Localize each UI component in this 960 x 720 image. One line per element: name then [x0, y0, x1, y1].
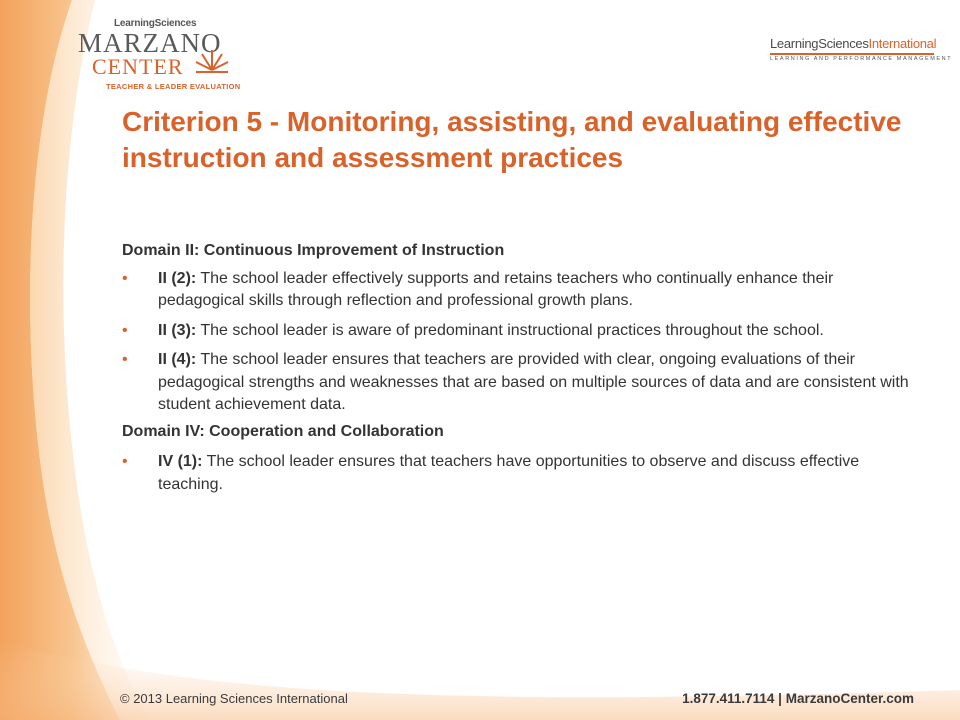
- footer-copyright: © 2013 Learning Sciences International: [120, 691, 348, 706]
- slide-content: [122, 240, 912, 503]
- sunburst-icon: [192, 44, 232, 74]
- slide-title: Criterion 5 - Monitoring, assisting, and evaluating effective instruction and assessment practices: [122, 106, 902, 173]
- logo-subtitle: TEACHER & LEADER EVALUATION: [106, 82, 241, 91]
- lsi-name-a: LearningSciences: [770, 36, 869, 51]
- item-code: II (3):: [158, 321, 197, 339]
- item-code: IV (1):: [158, 453, 203, 470]
- item-code: II (2):: [158, 269, 197, 287]
- bullet: •: [122, 453, 128, 470]
- item-code: II (4):: [158, 351, 197, 368]
- item-text: The school leader is aware of predominant instructional practices throughout the school.: [196, 321, 824, 339]
- item-text: The school leader effectively supports and retains teachers who continually enhance their pedagogical skills through reflection and professional growth plans.: [158, 269, 834, 309]
- bullet: •: [122, 269, 128, 287]
- footer-contact: 1.877.411.7114 | MarzanoCenter.com: [682, 691, 914, 706]
- lsi-logo: [770, 36, 953, 62]
- list-item: [122, 320, 912, 343]
- list-item: [122, 349, 912, 417]
- logo-small-text: LearningSciences: [114, 18, 197, 29]
- logo-line2: CENTER: [92, 54, 184, 79]
- bullet: •: [122, 351, 128, 368]
- list-item: [122, 268, 912, 313]
- marzano-center-logo: [76, 18, 241, 91]
- lsi-logo-tagline: LEARNING AND PERFORMANCE MANAGEMENT: [770, 56, 953, 62]
- domain-heading: Domain II: Continuous Improvement of Instruction: [122, 242, 505, 259]
- lsi-logo-bar: [770, 53, 934, 55]
- list-item: [122, 451, 912, 496]
- item-text: The school leader ensures that teachers are provided with clear, ongoing evaluations of their pedagogical strengths and weaknesses that are based on multiple sources of data and are consistent with student achievement data.: [158, 351, 909, 413]
- logo-line1: MARZANO: [78, 28, 222, 58]
- lsi-logo-name: [770, 36, 940, 51]
- domain-heading: Domain IV: Cooperation and Collaboration: [122, 422, 444, 440]
- lsi-name-b: International: [868, 36, 937, 51]
- bullet: •: [122, 321, 128, 339]
- item-text: The school leader ensures that teachers have opportunities to observe and discuss effective teaching.: [158, 453, 860, 493]
